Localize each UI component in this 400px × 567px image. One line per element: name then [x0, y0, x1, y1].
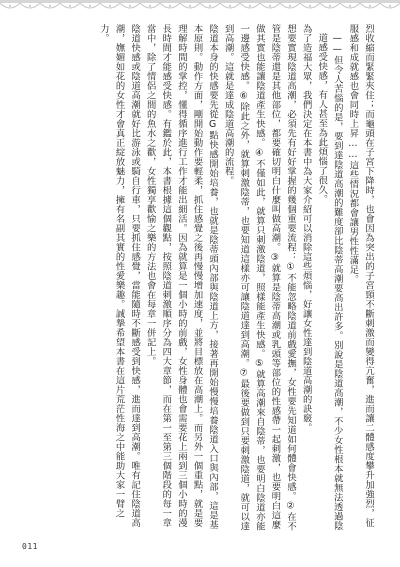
paragraph-continuation: 烈收縮而緊緊夾住；而龜頭在子宮下降時，也會因為突出的子宮頸不斷刺激而變得亢奮，進而讓二體感度攀升加強烈，征服感和成就感也會同時上昇……這些情況都會讓男性性滿足。	[347, 24, 374, 528]
lace-border-ornament	[0, 0, 400, 14]
paragraph-closing: 陰道快感或陰道高潮就好比游泳或騎自行車，只要抓住感覺，當能隨時不斷感受到快感，進而達到高潮。唯有記住陰道高潮，嫵媚如花的女性才會真正綻放魅力，擁有名副其實的性愛樂趣。誠摯希望本書在這片荒茫性海之中能助大家一臂之力。	[97, 24, 141, 528]
paragraph-intro: 為了造福大眾，我們決定在本書中為大家介紹可以消除這些煩惱，好讓女性達到陰道高潮的訣竅。	[300, 24, 312, 433]
paragraph-method: 陰道本身的快感要先從G點快感開始培養，也就是陰蒂頭內部與陰道上方，接著再開始慢慢培養陰道入口與內部，這是基本原則。動作方面，剛開始動作要輕柔，抓住感覺之後再慢慢增加速度，並將目標放在高潮上。而另外一個重點，就是要理解時間的掌控，懂得循序進行工作才能出細活。因為就算是一個小時的前戲，女性身體也會需要花上兩到三個小時的漫長時間才能感受快感。有鑑於此，本書根據這個觀點，按照陰道刺激順序分為四大章節，而在第一至第三個階段的每一章當中，除了情侶之間的魚水之歡，女性獨享歡愉之樂的方法也會在每章一併記上。	[144, 24, 219, 530]
page-number: 011	[22, 542, 38, 551]
paragraph-quote: ——但令人苦惱的是，要到達陰道高潮的難度卻比陰蒂高潮要高出許多。別說是陰道高潮，不少女性根本就無法透過陰道感受快感，有人甚至為此煩惱了很久。	[316, 33, 343, 531]
vertical-body-text	[24, 24, 376, 536]
paragraph-steps: 想要實現陰道高潮，必須先有好好掌握的幾個重要流程：①不能忽略陰道前戲愛撫，女性要先知道如何體會快感。②在不管是陰蒂還是其他部位，都要確切明白什麼叫做高潮。③就算是陰蒂高潮或乳頭等部位的性感帶一起刺激，也要明白這麼做其實也能讓陰道產生快感。④不僅如此，就算只刺激陰道，照樣能產生快感。⑤就算高潮來自陰蒂，也要明白陰道亦能一邊感受快感。⑥除此之外，就算刺激陰蒂，也要知道這樣亦可讓陰道達到高潮。⑦最後要做到只要刺激陰道，就可以達到高潮。這就是達成陰道高潮的流程。	[222, 24, 297, 531]
